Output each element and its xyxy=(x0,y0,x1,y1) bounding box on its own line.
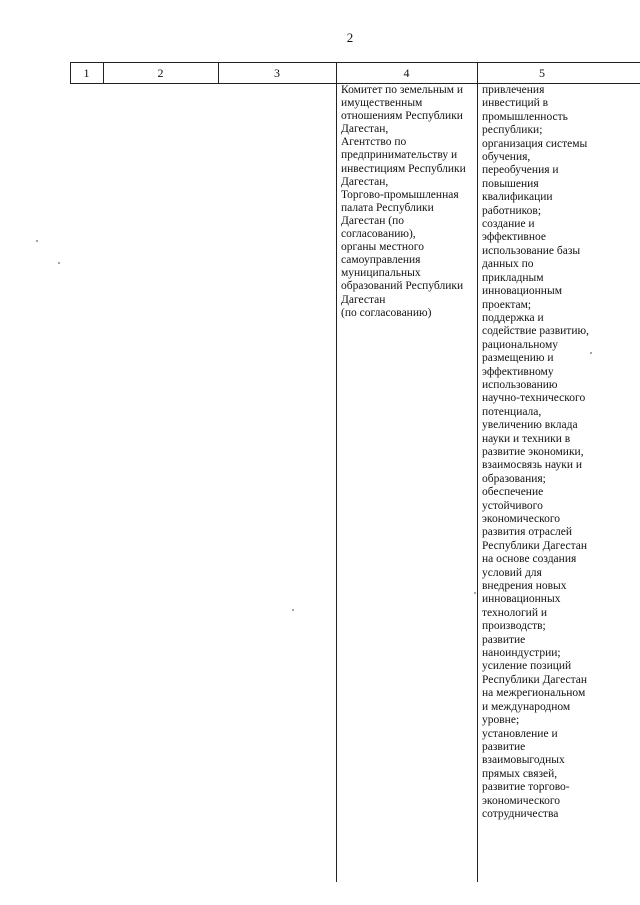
column-4-text-line: Агентство по xyxy=(341,136,407,149)
column-4-text-line: Комитет по земельным и xyxy=(341,84,464,96)
column-5-cell-text xyxy=(482,84,600,821)
column-5-text-line: усиление позиций xyxy=(482,660,572,673)
column-4-text-line: Дагестан, xyxy=(341,175,389,188)
scan-speck xyxy=(292,609,294,611)
column-5-text-line: экономического xyxy=(482,794,561,807)
column-5-text-line: развитие торгово- xyxy=(482,781,570,794)
scan-speck xyxy=(36,240,38,242)
header-col-4: 4 xyxy=(403,66,410,80)
column-5-text-line: размещению и xyxy=(482,352,554,365)
column-5-text-line: научно-технического xyxy=(482,392,586,405)
column-divider-1 xyxy=(103,63,104,83)
column-5-text-line: условий для xyxy=(482,566,542,579)
column-4-text-line: Дагестан, xyxy=(341,123,389,136)
column-4-text-line: предпринимательству и xyxy=(341,149,458,162)
column-5-text-line: развитие xyxy=(482,740,526,753)
column-5-text-line: наноиндустрии; xyxy=(482,647,561,660)
header-col-1: 1 xyxy=(83,66,90,80)
column-5-text-line: проектам; xyxy=(482,298,532,311)
column-5-text-line: на основе создания xyxy=(482,553,577,566)
header-col-5: 5 xyxy=(539,66,545,80)
scan-speck xyxy=(474,592,476,594)
column-4-text-line: Дагестан (по xyxy=(341,214,405,227)
scan-speck xyxy=(590,352,592,354)
column-5-text-line: эффективное xyxy=(482,231,547,244)
column-divider-4 xyxy=(477,62,478,882)
column-5-text-line: квалификации xyxy=(482,191,553,204)
column-divider-3 xyxy=(336,62,337,882)
column-5-text-line: устойчивого xyxy=(482,499,543,512)
column-4-cell-text xyxy=(341,84,476,320)
column-5-text-line: обучения, xyxy=(482,151,531,164)
column-4-text-line: Торгово-промышленная xyxy=(341,188,459,201)
column-5-text-line: эффективному xyxy=(482,365,554,378)
column-5-text-line: привлечения xyxy=(482,84,545,96)
column-5-text-line: создание и xyxy=(482,218,535,231)
column-5-text-line: потенциала, xyxy=(482,405,542,418)
column-5-text-line: внедрения новых xyxy=(482,580,567,593)
column-4-text-line: муниципальных xyxy=(341,267,421,280)
column-5-text-line: образования; xyxy=(482,472,546,485)
column-4-text-line: инвестициям Республики xyxy=(341,162,466,175)
column-5-text-line: использование базы xyxy=(482,244,581,257)
header-col-2: 2 xyxy=(157,66,164,80)
column-5-text-line: промышленность xyxy=(482,110,568,123)
document-table xyxy=(70,62,640,84)
column-5-text-line: рациональному xyxy=(482,338,558,351)
column-5-text-line: содействие развитию, xyxy=(482,325,589,338)
column-5-text-line: науки и техники в xyxy=(482,432,571,445)
column-5-text-line: экономического xyxy=(482,513,561,525)
column-4-text-line: отношениям Республики xyxy=(341,110,463,123)
column-5-text-line: уровне; xyxy=(482,714,520,727)
column-5-text-line: развитие xyxy=(482,633,526,646)
column-5-text-line: сотрудничества xyxy=(482,807,559,820)
column-5-text-line: прямых связей, xyxy=(482,767,558,780)
column-4-text-line: согласованию), xyxy=(341,228,416,241)
column-4-text-line: (по согласованию) xyxy=(341,306,432,319)
column-5-text-line: инновационных xyxy=(482,593,561,606)
column-5-text-line: производств; xyxy=(482,620,546,633)
table-header-row xyxy=(70,62,640,84)
column-5-text-line: переобучения и xyxy=(482,164,559,177)
column-5-text-line: повышения xyxy=(482,177,539,190)
column-4-text-line: имущественным xyxy=(341,97,423,110)
column-5-text-line: прикладным xyxy=(482,271,544,284)
column-5-text-line: обеспечение xyxy=(482,486,544,499)
column-5-text-line: на межрегиональном xyxy=(482,687,586,700)
column-divider-2 xyxy=(218,63,219,83)
column-5-text-line: взаимосвязь науки и xyxy=(482,459,583,472)
page-number: 2 xyxy=(346,30,354,45)
column-5-text-line: увеличению вклада xyxy=(482,419,578,432)
column-5-text-line: данных по xyxy=(482,258,534,271)
column-5-text-line: поддержка и xyxy=(482,311,544,324)
column-5-text-line: развитие экономики, xyxy=(482,445,584,458)
column-4-text-line: самоуправления xyxy=(341,254,421,267)
column-5-text-line: технологий и xyxy=(482,606,548,619)
column-5-text-line: установление и xyxy=(482,727,558,740)
column-5-text-line: Республики Дагестан xyxy=(482,673,587,686)
column-5-text-line: инновационным xyxy=(482,285,562,298)
column-5-text-line: Республики Дагестан xyxy=(482,539,587,552)
column-5-text-line: развития отраслей xyxy=(482,526,573,539)
column-5-text-line: работников; xyxy=(482,204,542,217)
column-5-text-line: организация системы xyxy=(482,137,588,150)
scan-speck xyxy=(58,262,60,264)
column-5-text-line: инвестиций в xyxy=(482,97,549,110)
column-5-text-line: взаимовыгодных xyxy=(482,754,565,767)
column-5-text-line: использованию xyxy=(482,378,558,391)
header-col-3: 3 xyxy=(274,66,280,80)
column-5-text-line: и международном xyxy=(482,700,571,713)
column-4-text-line: образований Республики xyxy=(341,280,464,293)
column-4-text-line: палата Республики xyxy=(341,201,434,214)
column-4-text-line: Дагестан xyxy=(341,293,386,306)
table-border-left xyxy=(70,63,71,83)
column-5-text-line: республики; xyxy=(482,124,543,137)
column-4-text-line: органы местного xyxy=(341,241,424,254)
